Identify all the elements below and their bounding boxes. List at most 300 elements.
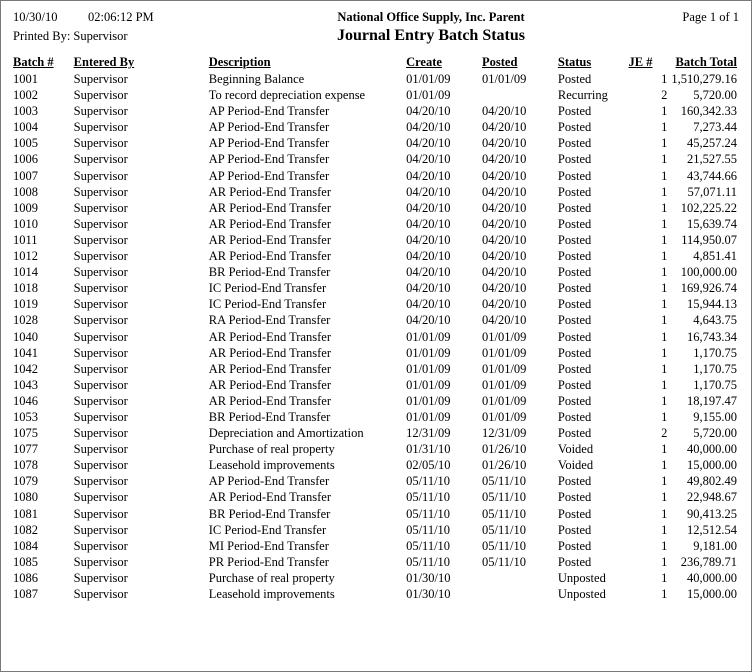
cell-posted	[482, 87, 558, 103]
cell-batch: 1004	[13, 120, 38, 135]
table-row	[13, 377, 739, 393]
cell-batch-total: 1,170.75	[693, 361, 737, 376]
cell-create: 04/20/10	[406, 200, 451, 215]
cell-status: Unposted	[557, 587, 606, 601]
cell-status: Posted	[557, 426, 592, 441]
cell-entered-by: Supervisor	[73, 587, 128, 601]
column-header-posted: Posted	[481, 55, 518, 69]
print-date: 10/30/10	[13, 10, 58, 24]
cell-batch: 1080	[13, 490, 38, 505]
cell-description: Leasehold improvements	[208, 587, 335, 601]
table-row	[13, 312, 739, 328]
cell-batch: 1009	[13, 200, 38, 215]
report-header-line-2	[13, 27, 739, 45]
cell-batch: 1075	[13, 426, 38, 441]
table-row	[13, 522, 739, 538]
cell-batch: 1087	[13, 587, 38, 601]
cell-entered-by: Supervisor	[73, 490, 128, 505]
cell-status: Posted	[557, 72, 592, 86]
cell-status: Posted	[557, 152, 592, 167]
cell-create: 04/20/10	[406, 249, 451, 264]
cell-create: 12/31/09	[406, 426, 451, 441]
cell-posted: 04/20/10	[481, 297, 527, 312]
cell-batch: 1046	[13, 393, 38, 408]
cell-batch-total: 15,000.00	[687, 458, 737, 473]
cell-batch-total: 22,948.67	[687, 490, 737, 505]
table-row	[13, 409, 739, 425]
cell-description: AP Period-End Transfer	[208, 120, 330, 135]
cell-batch: 1006	[13, 152, 38, 167]
cell-batch-total: 15,944.13	[687, 297, 737, 312]
cell-je: 1	[661, 570, 668, 585]
cell-description: BR Period-End Transfer	[208, 506, 331, 521]
cell-posted: 04/20/10	[481, 136, 527, 151]
cell-entered-by: Supervisor	[73, 88, 128, 103]
cell-posted: 04/20/10	[481, 265, 527, 280]
cell-status: Posted	[557, 474, 592, 489]
cell-batch: 1005	[13, 136, 38, 151]
cell-posted: 05/11/10	[481, 554, 526, 569]
cell-je: 1	[661, 184, 668, 199]
cell-batch: 1086	[13, 570, 38, 585]
cell-batch-total: 160,342.33	[680, 104, 737, 119]
cell-batch-total: 1,170.75	[693, 377, 737, 392]
cell-create: 05/11/10	[406, 522, 451, 537]
cell-posted: 04/20/10	[481, 152, 527, 167]
cell-create: 01/30/10	[406, 587, 451, 601]
cell-description: AP Period-End Transfer	[208, 152, 330, 167]
cell-je: 1	[661, 232, 668, 247]
table-row	[13, 184, 739, 200]
cell-description: AR Period-End Transfer	[208, 329, 331, 344]
cell-batch: 1002	[13, 88, 38, 103]
cell-batch: 1043	[13, 377, 38, 392]
cell-status: Posted	[557, 538, 592, 553]
cell-description: AR Period-End Transfer	[208, 249, 331, 264]
cell-posted: 05/11/10	[481, 538, 526, 553]
table-row	[13, 506, 739, 522]
cell-entered-by: Supervisor	[73, 232, 128, 247]
cell-status: Posted	[557, 232, 592, 247]
cell-entered-by: Supervisor	[73, 442, 128, 457]
page-title: Journal Entry Batch Status	[336, 27, 526, 44]
cell-je: 1	[661, 538, 668, 553]
print-time: 02:06:12 PM	[88, 10, 154, 24]
cell-posted: 01/01/09	[481, 393, 527, 408]
cell-batch: 1010	[13, 216, 38, 231]
cell-status: Posted	[557, 120, 592, 135]
cell-entered-by: Supervisor	[73, 200, 128, 215]
cell-posted: 04/20/10	[481, 313, 527, 328]
table-row	[13, 457, 739, 473]
cell-description: IC Period-End Transfer	[208, 297, 327, 312]
cell-posted	[482, 570, 558, 586]
cell-je: 1	[661, 554, 668, 569]
cell-je: 1	[661, 409, 668, 424]
cell-je: 1	[661, 490, 668, 505]
column-header-je: JE #	[628, 55, 653, 69]
cell-posted	[482, 586, 558, 602]
column-header-batch: Batch #	[13, 55, 54, 69]
cell-create: 04/20/10	[406, 216, 451, 231]
cell-status: Posted	[557, 168, 592, 183]
cell-description: PR Period-End Transfer	[208, 554, 329, 569]
cell-je: 1	[661, 281, 668, 296]
table-row	[13, 554, 739, 570]
table-row	[13, 168, 739, 184]
cell-batch: 1007	[13, 168, 38, 183]
cell-posted: 04/20/10	[481, 216, 527, 231]
cell-batch-total: 15,000.00	[687, 587, 737, 601]
cell-status: Posted	[557, 506, 592, 521]
cell-batch-total: 169,926.74	[680, 281, 737, 296]
cell-posted: 04/20/10	[481, 168, 527, 183]
cell-create: 02/05/10	[406, 458, 451, 473]
cell-entered-by: Supervisor	[73, 570, 128, 585]
cell-je: 1	[661, 377, 668, 392]
cell-status: Posted	[557, 361, 592, 376]
cell-status: Posted	[557, 522, 592, 537]
cell-batch: 1014	[13, 265, 38, 280]
cell-entered-by: Supervisor	[73, 329, 128, 344]
cell-batch: 1081	[13, 506, 38, 521]
cell-batch: 1012	[13, 249, 38, 264]
cell-status: Posted	[557, 281, 592, 296]
report-header-line-1	[13, 9, 739, 25]
cell-entered-by: Supervisor	[73, 506, 128, 521]
cell-create: 01/01/09	[406, 361, 451, 376]
cell-batch-total: 236,789.71	[680, 554, 737, 569]
cell-je: 1	[661, 458, 668, 473]
cell-description: BR Period-End Transfer	[208, 265, 331, 280]
cell-batch-total: 114,950.07	[681, 232, 737, 247]
table-row	[13, 119, 739, 135]
cell-posted: 04/20/10	[481, 120, 527, 135]
cell-je: 1	[661, 168, 668, 183]
cell-posted: 04/20/10	[481, 249, 527, 264]
cell-batch-total: 5,720.00	[693, 88, 737, 103]
cell-create: 01/31/10	[406, 442, 451, 457]
cell-entered-by: Supervisor	[73, 120, 128, 135]
cell-entered-by: Supervisor	[73, 345, 128, 360]
cell-batch-total: 40,000.00	[687, 442, 737, 457]
cell-status: Posted	[557, 313, 592, 328]
cell-status: Posted	[557, 104, 592, 119]
cell-batch-total: 102,225.22	[680, 200, 737, 215]
cell-posted: 01/26/10	[481, 458, 527, 473]
cell-status: Posted	[557, 393, 592, 408]
cell-create: 01/01/09	[406, 88, 451, 103]
cell-status: Voided	[557, 442, 594, 457]
column-header-entered-by: Entered By	[73, 55, 135, 69]
cell-create: 01/01/09	[406, 393, 451, 408]
cell-je: 1	[661, 216, 668, 231]
cell-je: 2	[661, 88, 668, 103]
cell-entered-by: Supervisor	[73, 474, 128, 489]
table-row	[13, 489, 739, 505]
column-header-batch-total: Batch Total	[675, 55, 737, 69]
cell-je: 1	[661, 329, 668, 344]
cell-description: AR Period-End Transfer	[208, 184, 331, 199]
cell-entered-by: Supervisor	[73, 216, 128, 231]
cell-entered-by: Supervisor	[73, 136, 128, 151]
cell-description: IC Period-End Transfer	[208, 522, 327, 537]
cell-batch-total: 1,170.75	[693, 345, 737, 360]
cell-create: 01/01/09	[406, 345, 451, 360]
cell-create: 04/20/10	[406, 168, 451, 183]
cell-create: 04/20/10	[406, 136, 451, 151]
cell-posted: 04/20/10	[481, 200, 527, 215]
cell-batch: 1040	[13, 329, 38, 344]
cell-description: AR Period-End Transfer	[208, 232, 331, 247]
cell-create: 01/01/09	[406, 329, 451, 344]
table-row	[13, 264, 739, 280]
cell-status: Posted	[557, 329, 592, 344]
cell-create: 04/20/10	[406, 232, 451, 247]
cell-status: Posted	[557, 249, 592, 264]
cell-posted: 12/31/09	[481, 426, 527, 441]
cell-posted: 04/20/10	[481, 281, 527, 296]
cell-create: 01/01/09	[406, 72, 451, 86]
table-header	[13, 55, 739, 71]
cell-description: AR Period-End Transfer	[208, 345, 331, 360]
cell-entered-by: Supervisor	[73, 168, 128, 183]
cell-entered-by: Supervisor	[73, 458, 128, 473]
table-row	[13, 280, 739, 296]
cell-batch: 1003	[13, 104, 38, 119]
cell-entered-by: Supervisor	[73, 297, 128, 312]
cell-status: Posted	[557, 554, 592, 569]
cell-je: 1	[661, 104, 668, 119]
cell-posted: 05/11/10	[481, 474, 526, 489]
cell-batch-total: 4,851.41	[693, 249, 737, 264]
cell-status: Posted	[557, 265, 592, 280]
cell-je: 1	[661, 442, 668, 457]
cell-entered-by: Supervisor	[73, 393, 128, 408]
cell-description: AR Period-End Transfer	[208, 361, 331, 376]
cell-batch: 1078	[13, 458, 38, 473]
cell-status: Posted	[557, 345, 592, 360]
cell-batch: 1077	[13, 442, 38, 457]
cell-je: 1	[661, 265, 668, 280]
table-body	[13, 71, 739, 602]
cell-description: MI Period-End Transfer	[208, 538, 329, 553]
table-row	[13, 393, 739, 409]
cell-batch: 1085	[13, 554, 38, 569]
cell-create: 04/20/10	[406, 313, 451, 328]
cell-description: Beginning Balance	[208, 72, 305, 86]
table-row	[13, 200, 739, 216]
table-row	[13, 135, 739, 151]
cell-je: 1	[661, 474, 668, 489]
cell-batch-total: 16,743.34	[687, 329, 737, 344]
cell-status: Posted	[557, 136, 592, 151]
cell-status: Posted	[557, 297, 592, 312]
table-row	[13, 473, 739, 489]
cell-je: 1	[661, 72, 668, 86]
company-name: National Office Supply, Inc. Parent	[337, 10, 525, 24]
cell-description: BR Period-End Transfer	[208, 409, 331, 424]
cell-description: IC Period-End Transfer	[208, 281, 327, 296]
cell-batch: 1011	[13, 232, 38, 247]
cell-posted: 01/26/10	[481, 442, 527, 457]
cell-batch-total: 4,643.75	[693, 313, 737, 328]
cell-status: Posted	[557, 216, 592, 231]
cell-batch: 1079	[13, 474, 38, 489]
cell-je: 1	[661, 136, 668, 151]
cell-status: Posted	[557, 200, 592, 215]
cell-entered-by: Supervisor	[73, 313, 128, 328]
cell-posted: 01/01/09	[481, 72, 527, 86]
cell-batch: 1041	[13, 345, 38, 360]
cell-entered-by: Supervisor	[73, 249, 128, 264]
table-row	[13, 570, 739, 586]
cell-description: To record depreciation expense	[208, 88, 366, 103]
cell-posted: 04/20/10	[481, 184, 527, 199]
cell-status: Posted	[557, 490, 592, 505]
cell-batch: 1008	[13, 184, 38, 199]
cell-posted: 05/11/10	[481, 506, 526, 521]
cell-batch-total: 40,000.00	[687, 570, 737, 585]
cell-description: AP Period-End Transfer	[208, 136, 330, 151]
cell-batch-total: 12,512.54	[687, 522, 737, 537]
cell-batch-total: 45,257.24	[687, 136, 737, 151]
cell-entered-by: Supervisor	[73, 377, 128, 392]
cell-je: 1	[661, 297, 668, 312]
cell-description: RA Period-End Transfer	[208, 313, 331, 328]
cell-create: 04/20/10	[406, 104, 451, 119]
cell-posted: 01/01/09	[481, 409, 527, 424]
cell-entered-by: Supervisor	[73, 409, 128, 424]
cell-create: 05/11/10	[406, 506, 451, 521]
table-row	[13, 248, 739, 264]
column-header-create: Create	[406, 55, 442, 69]
cell-je: 1	[661, 522, 668, 537]
cell-je: 1	[661, 249, 668, 264]
cell-batch: 1082	[13, 522, 38, 537]
cell-create: 05/11/10	[406, 490, 451, 505]
cell-batch-total: 1,510,279.16	[671, 72, 737, 86]
cell-description: AR Period-End Transfer	[208, 393, 331, 408]
page-number: Page 1 of 1	[682, 10, 739, 24]
cell-description: Depreciation and Amortization	[208, 426, 364, 441]
cell-create: 01/30/10	[406, 570, 451, 585]
cell-status: Recurring	[557, 88, 608, 103]
cell-description: AP Period-End Transfer	[208, 474, 330, 489]
cell-je: 1	[661, 152, 668, 167]
cell-create: 04/20/10	[406, 120, 451, 135]
column-header-status: Status	[557, 55, 592, 69]
cell-description: AR Period-End Transfer	[208, 216, 331, 231]
cell-entered-by: Supervisor	[73, 104, 128, 119]
cell-entered-by: Supervisor	[73, 538, 128, 553]
cell-je: 1	[661, 506, 668, 521]
cell-status: Voided	[557, 458, 594, 473]
cell-entered-by: Supervisor	[73, 184, 128, 199]
cell-posted: 01/01/09	[481, 345, 527, 360]
cell-batch-total: 18,197.47	[687, 393, 737, 408]
cell-batch: 1053	[13, 409, 38, 424]
cell-create: 04/20/10	[406, 152, 451, 167]
cell-entered-by: Supervisor	[73, 72, 128, 86]
cell-status: Posted	[557, 409, 592, 424]
table-row	[13, 296, 739, 312]
cell-batch-total: 43,744.66	[687, 168, 737, 183]
cell-posted: 04/20/10	[481, 104, 527, 119]
cell-entered-by: Supervisor	[73, 281, 128, 296]
cell-je: 1	[661, 200, 668, 215]
cell-create: 04/20/10	[406, 281, 451, 296]
report-body	[1, 1, 751, 602]
cell-entered-by: Supervisor	[73, 522, 128, 537]
table-row	[13, 232, 739, 248]
cell-description: AR Period-End Transfer	[208, 200, 331, 215]
cell-status: Posted	[557, 377, 592, 392]
cell-batch: 1019	[13, 297, 38, 312]
cell-create: 04/20/10	[406, 265, 451, 280]
cell-batch: 1084	[13, 538, 38, 553]
table-row	[13, 71, 739, 87]
table-row	[13, 361, 739, 377]
table-row	[13, 538, 739, 554]
cell-description: Leasehold improvements	[208, 458, 335, 473]
cell-batch-total: 100,000.00	[680, 265, 737, 280]
cell-description: AP Period-End Transfer	[208, 104, 330, 119]
cell-description: AR Period-End Transfer	[208, 377, 331, 392]
cell-batch-total: 90,413.25	[687, 506, 737, 521]
cell-batch-total: 5,720.00	[693, 426, 737, 441]
cell-batch: 1018	[13, 281, 38, 296]
cell-je: 1	[661, 313, 668, 328]
table-row	[13, 103, 739, 119]
column-header-description: Description	[208, 55, 271, 69]
cell-posted: 01/01/09	[481, 377, 527, 392]
cell-posted: 01/01/09	[481, 329, 527, 344]
cell-description: Purchase of real property	[208, 442, 335, 457]
cell-entered-by: Supervisor	[73, 426, 128, 441]
table-row	[13, 345, 739, 361]
cell-create: 05/11/10	[406, 538, 451, 553]
batch-status-table	[13, 55, 739, 602]
table-row	[13, 87, 739, 103]
cell-create: 01/01/09	[406, 409, 451, 424]
cell-batch-total: 57,071.11	[687, 184, 737, 199]
cell-je: 1	[661, 120, 668, 135]
cell-batch: 1042	[13, 361, 38, 376]
cell-posted: 04/20/10	[481, 232, 527, 247]
cell-batch-total: 21,527.55	[687, 152, 737, 167]
cell-je: 1	[661, 361, 668, 376]
cell-status: Unposted	[557, 570, 606, 585]
table-header-row	[13, 55, 739, 71]
cell-batch-total: 7,273.44	[693, 120, 737, 135]
table-row	[13, 329, 739, 345]
cell-je: 1	[661, 345, 668, 360]
cell-entered-by: Supervisor	[73, 361, 128, 376]
cell-create: 05/11/10	[406, 474, 451, 489]
cell-posted: 05/11/10	[481, 522, 526, 537]
cell-description: Purchase of real property	[208, 570, 335, 585]
table-row	[13, 586, 739, 602]
cell-entered-by: Supervisor	[73, 554, 128, 569]
cell-je: 1	[661, 587, 668, 601]
cell-batch: 1028	[13, 313, 38, 328]
cell-create: 05/11/10	[406, 554, 451, 569]
cell-batch-total: 49,802.49	[687, 474, 737, 489]
cell-create: 04/20/10	[406, 297, 451, 312]
cell-batch-total: 15,639.74	[687, 216, 737, 231]
cell-entered-by: Supervisor	[73, 152, 128, 167]
